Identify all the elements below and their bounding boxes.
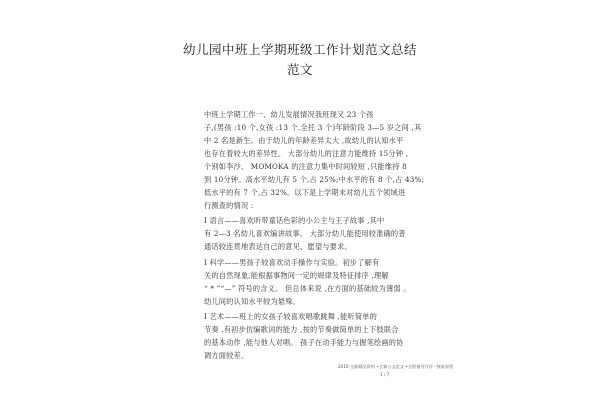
body-line: 节奏 ,有初步仿编歌词的能力 ,按的节奏做简单的上下肢联合 [204, 325, 399, 334]
body-line: Ⅰ 艺术——班上的女孩子较喜欢唱歌跳舞 ,能听简单的 [204, 312, 378, 321]
body-line: 中班上学期工作一、幼儿发展情况我班现又 23 个孩 [204, 110, 374, 119]
body-line: Ⅰ 科学——男孩子较喜欢动手操作与实验。初步了解有 [204, 258, 380, 267]
body-line: 的基本动作 ,能与他人对唱。 孩子在动手能力与握笔绘画的协 [204, 338, 404, 347]
body-line: 也存在着较大的差异性。 大部分幼儿的注意力能维持 15分钟 , [204, 149, 409, 158]
body-line: 个别如李沙、 MOMOKA 的注意力集中时间较短 ,只能维持 8 [204, 162, 407, 171]
body-line: 低水平的有 7 个,占 32%。以下是上学期末对幼儿五个领域进 [204, 188, 406, 197]
page-footer: 2016 全新精品资料 •全新公文范文 •全程指导写作 –独家原创 [338, 364, 454, 369]
body-line: 调方面较差。 [204, 351, 249, 360]
body-line: 关的自然现象,能根据事物间一定的规律及特征排序 ,理解 [204, 271, 389, 280]
body-line: 有 2—3 名幼儿喜欢编讲故事。 大部分幼儿能使用较准确的普 [204, 229, 406, 238]
body-line: “ * ”“—” 符号的含义。 但总体来说 ,在方面的基础较为薄弱 。 [204, 284, 411, 293]
body-line: 行测查的情况 : [204, 201, 254, 210]
document-subtitle: 范文 [286, 62, 313, 77]
body-line: 中 2 名是新生。由于幼儿的年龄差异太大 ,故幼儿的认知水平 [204, 136, 404, 145]
body-line: 通话较连贯地表达自己的意见、愿望与要求。 [204, 242, 352, 251]
document-title: 幼儿园中班上学期班级工作计划范文总结 [182, 42, 417, 57]
body-line: 子,(男孩 :10 个,女孩 :13 个,全托 3 个)年龄阶段 3—5 岁之间 ,其 [204, 123, 422, 132]
body-line: 幼儿间的认知水平较为悬殊。 [204, 297, 301, 306]
page-number: 1 / 7 [380, 372, 390, 377]
body-line: 到 10分钟。高水平幼儿有 5 个,占 25%;中水平的有 8 个,占 43%; [204, 175, 425, 184]
body-line: Ⅰ 语言——喜欢听带童话色彩的小公主与王子故事 ,其中 [204, 216, 385, 225]
